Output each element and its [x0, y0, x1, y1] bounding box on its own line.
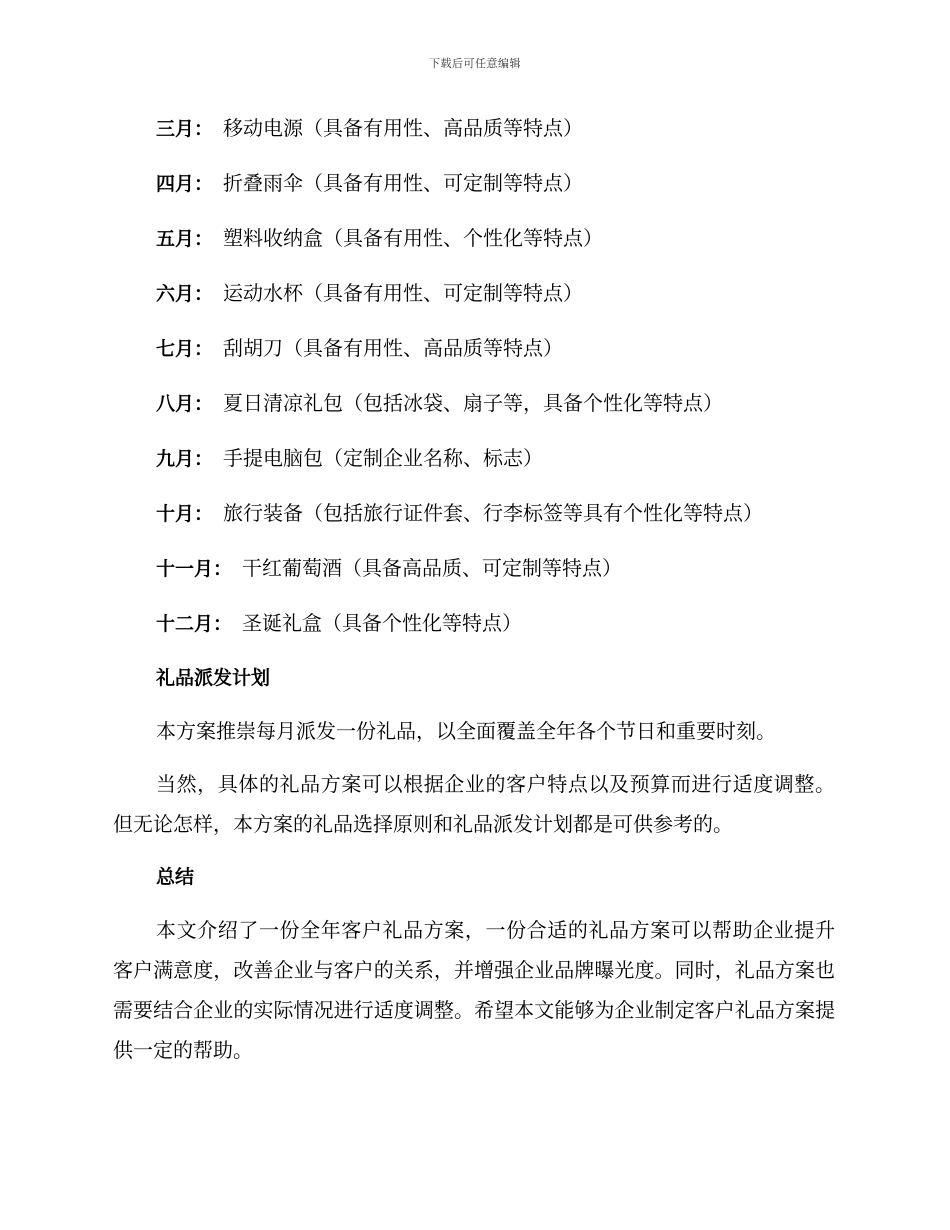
month-label: 三月： [156, 118, 214, 140]
document-body [113, 108, 835, 1083]
month-item-june [113, 273, 835, 328]
month-gift-text: 手提电脑包（定制企业名称、标志） [223, 446, 544, 470]
month-item-december [113, 603, 835, 658]
page-header: 下载后可任意编辑 [429, 57, 521, 70]
month-gift-text: 刮胡刀（具备有用性、高品质等特点） [223, 336, 564, 360]
month-label: 十一月： [156, 558, 233, 580]
month-label: 八月： [156, 393, 214, 415]
month-gift-text: 干红葡萄酒（具备高品质、可定制等特点） [242, 556, 623, 580]
month-item-may [113, 218, 835, 273]
month-gift-text: 圣诞礼盒（具备个性化等特点） [242, 611, 523, 635]
month-gift-text: 塑料收纳盒（具备有用性、个性化等特点） [223, 226, 604, 250]
distribution-heading: 礼品派发计划 [156, 667, 271, 689]
distribution-paragraph: 当然，具体的礼品方案可以根据企业的客户特点以及预算而进行适度调整。但无论怎样，本方案的礼品选择原则和礼品派发计划都是可供参考的。 [113, 772, 835, 836]
month-item-july [113, 328, 835, 383]
month-gift-text: 移动电源（具备有用性、高品质等特点） [223, 116, 584, 140]
distribution-paragraph: 本方案推崇每月派发一份礼品，以全面覆盖全年各个节日和重要时刻。 [156, 719, 776, 743]
month-gift-text: 运动水杯（具备有用性、可定制等特点） [223, 281, 584, 305]
month-gift-text: 夏日清凉礼包（包括冰袋、扇子等，具备个性化等特点） [223, 391, 724, 415]
month-label: 十月： [156, 503, 214, 525]
month-item-august [113, 383, 835, 438]
month-label: 十二月： [156, 613, 233, 635]
month-gift-text: 旅行装备（包括旅行证件套、行李标签等具有个性化等特点） [223, 501, 764, 525]
month-label: 五月： [156, 228, 214, 250]
month-label: 四月： [156, 173, 214, 195]
month-item-october [113, 493, 835, 548]
month-label: 六月： [156, 283, 214, 305]
month-label: 九月： [156, 448, 214, 470]
month-item-november [113, 548, 835, 603]
month-item-april [113, 163, 835, 218]
summary-paragraph: 本文介绍了一份全年客户礼品方案，一份合适的礼品方案可以帮助企业提升客户满意度，改善企业与客户的关系，并增强企业品牌曝光度。同时，礼品方案也需要结合企业的实际情况进行适度调整。希望本文能够为企业制定客户礼品方案提供一定的帮助。 [113, 918, 835, 1062]
summary-heading: 总结 [156, 866, 195, 888]
month-label: 七月： [156, 338, 214, 360]
month-item-march [113, 108, 835, 163]
month-item-september [113, 438, 835, 493]
month-gift-text: 折叠雨伞（具备有用性、可定制等特点） [223, 171, 584, 195]
